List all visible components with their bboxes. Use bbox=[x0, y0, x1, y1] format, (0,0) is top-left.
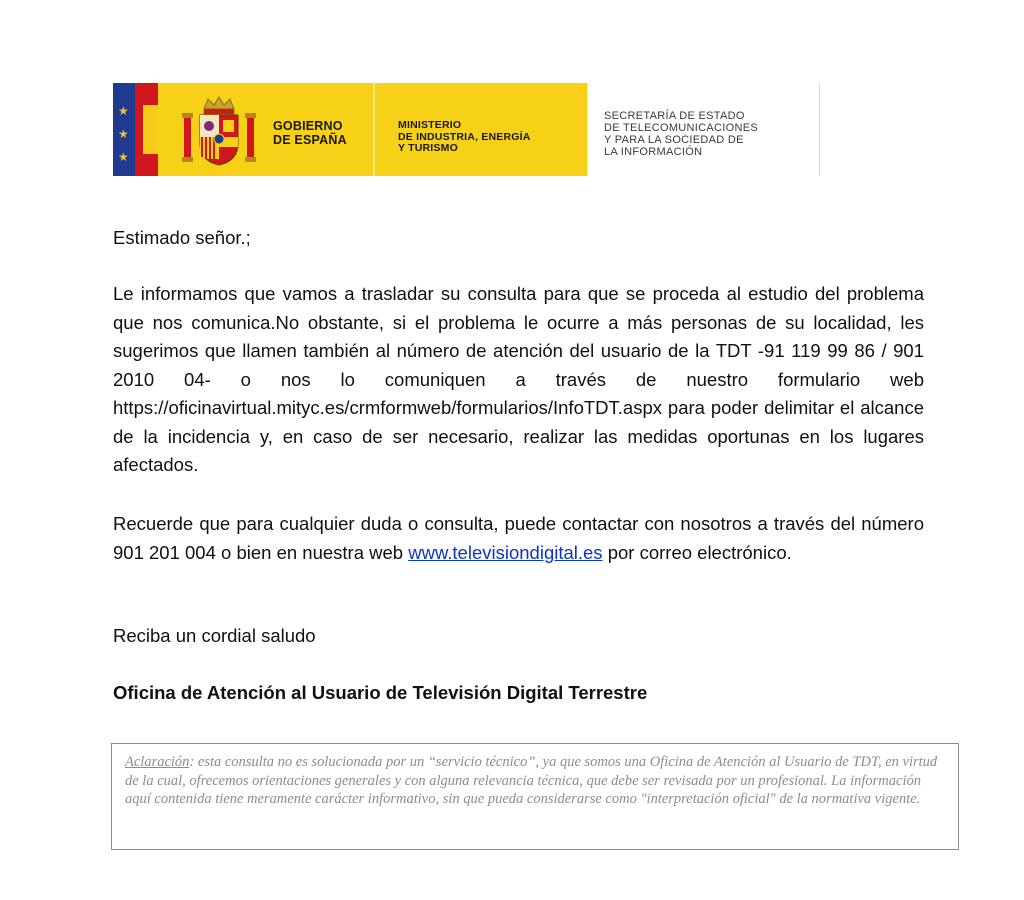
flag-icon: ★ ★ ★ bbox=[113, 83, 158, 176]
letter-paragraph-contacto bbox=[113, 510, 924, 567]
letter-greeting: Estimado señor.; bbox=[113, 227, 251, 248]
disclaimer-box bbox=[111, 743, 959, 850]
letter-signature: Oficina de Atención al Usuario de Televisión Digital Terrestre bbox=[113, 682, 648, 703]
secretaria-block bbox=[587, 83, 819, 176]
coat-of-arms-icon bbox=[180, 95, 258, 167]
disclaimer-label: Aclaración bbox=[125, 754, 190, 770]
gobierno-block bbox=[158, 83, 375, 176]
paragraph-text: Recuerde que para cualquier duda o consulta, puede contactar con nosotros a través del número 901 201 004 o bien en nuestra web bbox=[113, 513, 924, 563]
ministerio-label: MINISTERIO DE INDUSTRIA, ENERGÍA Y TURISMO bbox=[398, 119, 531, 154]
ministerio-block bbox=[375, 83, 587, 176]
paragraph-text: por correo electrónico. bbox=[602, 541, 792, 563]
website-link[interactable]: www.televisiondigital.es bbox=[408, 541, 603, 563]
gobierno-label: GOBIERNO DE ESPAÑA bbox=[273, 119, 347, 147]
government-header-banner bbox=[113, 83, 820, 176]
secretaria-label: SECRETARÍA DE ESTADO DE TELECOMUNICACIONES Y PARA LA SOCIEDAD DE LA INFORMACIÓN bbox=[604, 110, 759, 158]
disclaimer-text: : esta consulta no es solucionada por un “servicio técnico”, ya que somos una Oficina de Atención al Usuario de TDT, en virtud de la cual, ofrecemos orientaciones generales y con alguna relevancia técnica, que debe ser revisada por un profesional. La información aquí contenida tiene meramente carácter informativo, sin que pueda considerarse como "interpretación oficial" de la normativa vigente. bbox=[125, 754, 938, 807]
letter-regards: Reciba un cordial saludo bbox=[113, 625, 316, 646]
letter-paragraph-consulta: Le informamos que vamos a trasladar su consulta para que se proceda al estudio del problema que nos comunica.No obstante, si el problema le ocurre a más personas de su localidad, les sugerimos que llamen también al número de atención del usuario de la TDT -91 119 99 86 / 901 2010 04- o nos lo comuniquen a través de nuestro formulario web https://oficinavirtual.mityc.es/crmformweb/formularios/InfoTDT.aspx para poder delimitar el alcance de la incidencia y, en caso de ser necesario, realizar las medidas oportunas en los lugares afectados. bbox=[113, 283, 924, 475]
